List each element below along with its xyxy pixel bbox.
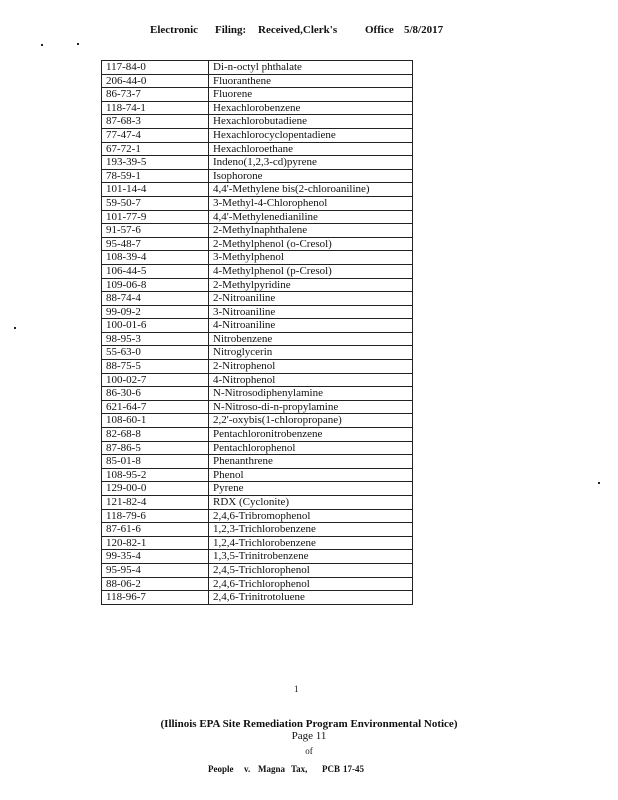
cas-number: 55-63-0 xyxy=(102,346,209,360)
chemical-name: 1,2,3-Trichlorobenzene xyxy=(209,523,413,537)
cas-number: 95-48-7 xyxy=(102,237,209,251)
table-row xyxy=(102,482,413,496)
table-row xyxy=(102,455,413,469)
chemical-name: 2,4,6-Trinitrotoluene xyxy=(209,591,413,605)
table-row xyxy=(102,319,413,333)
cas-number: 109-06-8 xyxy=(102,278,209,292)
table-row xyxy=(102,400,413,414)
chemical-name: Isophorone xyxy=(209,169,413,183)
cas-number: 77-47-4 xyxy=(102,128,209,142)
table-row xyxy=(102,142,413,156)
scan-speck xyxy=(77,43,79,45)
cas-number: 118-79-6 xyxy=(102,509,209,523)
page-mark: 1 xyxy=(294,684,299,694)
table-row xyxy=(102,536,413,550)
table-row xyxy=(102,346,413,360)
table-row xyxy=(102,101,413,115)
table-row xyxy=(102,563,413,577)
cas-number: 129-00-0 xyxy=(102,482,209,496)
chemical-name: 2,4,6-Trichlorophenol xyxy=(209,577,413,591)
chemical-name: Nitroglycerin xyxy=(209,346,413,360)
chemical-name: Pyrene xyxy=(209,482,413,496)
cas-number: 193-39-5 xyxy=(102,156,209,170)
header-received: Received,Clerk's xyxy=(258,24,338,36)
cas-number: 99-35-4 xyxy=(102,550,209,564)
chemical-name: 4-Nitroaniline xyxy=(209,319,413,333)
chemical-name: Pentachloronitrobenzene xyxy=(209,428,413,442)
table-row xyxy=(102,88,413,102)
table-row xyxy=(102,156,413,170)
table-row xyxy=(102,332,413,346)
cas-number: 82-68-8 xyxy=(102,428,209,442)
chemical-name: 2-Methylnaphthalene xyxy=(209,224,413,238)
table-row xyxy=(102,128,413,142)
table-row xyxy=(102,251,413,265)
table-row xyxy=(102,292,413,306)
table-row xyxy=(102,373,413,387)
table-row xyxy=(102,591,413,605)
chemical-name: 4-Methylphenol (p-Cresol) xyxy=(209,264,413,278)
cas-number: 118-96-7 xyxy=(102,591,209,605)
caption-magna: Magna xyxy=(258,764,285,774)
cas-number: 108-60-1 xyxy=(102,414,209,428)
chemical-name: 2-Nitroaniline xyxy=(209,292,413,306)
table-row xyxy=(102,183,413,197)
cas-number: 88-06-2 xyxy=(102,577,209,591)
scan-speck xyxy=(41,44,43,46)
table-row xyxy=(102,278,413,292)
chemical-name: Di-n-octyl phthalate xyxy=(209,61,413,75)
environmental-notice-title: (Illinois EPA Site Remediation Program Environmental Notice) xyxy=(160,718,458,730)
chemical-name: 2,4,5-Trichlorophenol xyxy=(209,563,413,577)
cas-number: 95-95-4 xyxy=(102,563,209,577)
table-row xyxy=(102,577,413,591)
chemical-name: Hexachlorocyclopentadiene xyxy=(209,128,413,142)
cas-number: 206-44-0 xyxy=(102,74,209,88)
table-row xyxy=(102,74,413,88)
cas-number: 108-95-2 xyxy=(102,468,209,482)
chemical-name: 2-Nitrophenol xyxy=(209,360,413,374)
chemical-name: 2-Methylphenol (o-Cresol) xyxy=(209,237,413,251)
chemical-name: N-Nitrosodiphenylamine xyxy=(209,387,413,401)
cas-number: 98-95-3 xyxy=(102,332,209,346)
chemical-name: Nitrobenzene xyxy=(209,332,413,346)
table-row xyxy=(102,550,413,564)
table-row xyxy=(102,224,413,238)
chemical-name: Fluorene xyxy=(209,88,413,102)
table-row xyxy=(102,196,413,210)
cas-number: 120-82-1 xyxy=(102,536,209,550)
header-office: Office xyxy=(365,24,394,36)
chemical-name: Hexachloroethane xyxy=(209,142,413,156)
cas-number: 87-68-3 xyxy=(102,115,209,129)
chemical-name: 2-Methylpyridine xyxy=(209,278,413,292)
chemical-name: 4,4'-Methylene bis(2-chloroaniline) xyxy=(209,183,413,197)
cas-number: 100-02-7 xyxy=(102,373,209,387)
chemical-name: 4,4'-Methylenedianiline xyxy=(209,210,413,224)
caption-people: People xyxy=(208,764,234,774)
caption-pcb: PCB xyxy=(322,764,340,774)
chemical-name: Pentachlorophenol xyxy=(209,441,413,455)
scan-speck xyxy=(598,482,600,484)
cas-number: 118-74-1 xyxy=(102,101,209,115)
caption-v: v. xyxy=(244,764,251,774)
chemical-name: 3-Methylphenol xyxy=(209,251,413,265)
cas-number: 86-73-7 xyxy=(102,88,209,102)
chemical-name: Phenanthrene xyxy=(209,455,413,469)
cas-number: 59-50-7 xyxy=(102,196,209,210)
caption-case-number: 17-45 xyxy=(343,764,364,774)
cas-number: 85-01-8 xyxy=(102,455,209,469)
cas-number: 87-61-6 xyxy=(102,523,209,537)
header-electronic: Electronic xyxy=(150,24,199,36)
table-row xyxy=(102,428,413,442)
cas-number: 106-44-5 xyxy=(102,264,209,278)
scan-speck xyxy=(14,327,16,329)
table-row xyxy=(102,523,413,537)
chemical-name: N-Nitroso-di-n-propylamine xyxy=(209,400,413,414)
cas-number: 99-09-2 xyxy=(102,305,209,319)
table-row xyxy=(102,305,413,319)
cas-number: 121-82-4 xyxy=(102,496,209,510)
chemical-name: Indeno(1,2,3-cd)pyrene xyxy=(209,156,413,170)
table-row xyxy=(102,509,413,523)
cas-number: 87-86-5 xyxy=(102,441,209,455)
cas-number: 101-77-9 xyxy=(102,210,209,224)
table-row xyxy=(102,61,413,75)
chemical-name: Hexachlorobutadiene xyxy=(209,115,413,129)
header-filing: Filing: xyxy=(215,24,247,36)
cas-number: 108-39-4 xyxy=(102,251,209,265)
chemical-name: RDX (Cyclonite) xyxy=(209,496,413,510)
chemical-name: Hexachlorobenzene xyxy=(209,101,413,115)
chemical-name: Fluoranthene xyxy=(209,74,413,88)
chemical-name: Phenol xyxy=(209,468,413,482)
filing-header xyxy=(0,24,618,40)
table-row xyxy=(102,468,413,482)
page-of: of xyxy=(305,746,313,756)
table-row xyxy=(102,210,413,224)
chemical-name: 2,4,6-Tribromophenol xyxy=(209,509,413,523)
table-row xyxy=(102,264,413,278)
cas-number: 88-75-5 xyxy=(102,360,209,374)
header-date: 5/8/2017 xyxy=(404,24,444,36)
page-number: Page 11 xyxy=(291,730,327,742)
cas-number: 67-72-1 xyxy=(102,142,209,156)
table-row xyxy=(102,169,413,183)
cas-number: 117-84-0 xyxy=(102,61,209,75)
table-row xyxy=(102,441,413,455)
cas-number: 86-30-6 xyxy=(102,387,209,401)
cas-number: 100-01-6 xyxy=(102,319,209,333)
chemical-table xyxy=(101,60,413,605)
table-row xyxy=(102,237,413,251)
chemical-name: 3-Nitroaniline xyxy=(209,305,413,319)
table-row xyxy=(102,496,413,510)
table-row xyxy=(102,387,413,401)
chemical-name: 1,3,5-Trinitrobenzene xyxy=(209,550,413,564)
cas-number: 91-57-6 xyxy=(102,224,209,238)
chemical-name: 1,2,4-Trichlorobenzene xyxy=(209,536,413,550)
cas-number: 621-64-7 xyxy=(102,400,209,414)
chemical-name: 2,2'-oxybis(1-chloropropane) xyxy=(209,414,413,428)
table-row xyxy=(102,360,413,374)
cas-number: 88-74-4 xyxy=(102,292,209,306)
table-row xyxy=(102,414,413,428)
chemical-name: 4-Nitrophenol xyxy=(209,373,413,387)
caption-tax: Tax, xyxy=(291,764,308,774)
chemical-name: 3-Methyl-4-Chlorophenol xyxy=(209,196,413,210)
cas-number: 101-14-4 xyxy=(102,183,209,197)
table-row xyxy=(102,115,413,129)
cas-number: 78-59-1 xyxy=(102,169,209,183)
